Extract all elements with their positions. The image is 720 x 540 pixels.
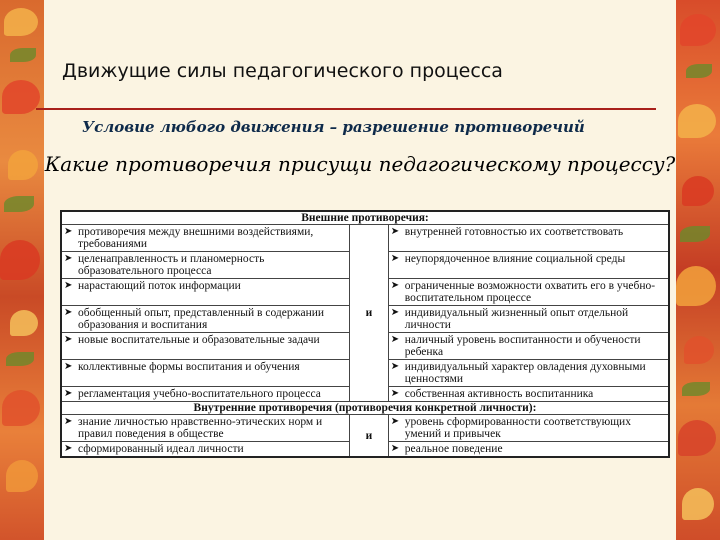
left-cell: ➤ нарастающий поток информации [61,279,350,306]
arrow-bullet-icon: ➤ [64,253,73,264]
arrow-bullet-icon: ➤ [64,334,73,345]
question-heading: Какие противоречия присущи педагогическому процессу? [44,152,676,176]
right-cell: ➤ внутренней готовностью их соответствовать [388,225,669,252]
right-cell: ➤ индивидуальный характер овладения духовными ценностями [388,360,669,387]
table-row [61,415,669,442]
arrow-bullet-icon: ➤ [390,388,400,399]
left-cell: ➤ новые воспитательные и образовательные задачи [61,333,350,360]
arrow-bullet-icon: ➤ [64,280,73,291]
internal-header: Внутренние противоречия (противоречия конкретной личности): [61,402,669,415]
conjunction-cell: и [350,225,389,402]
arrow-bullet-icon: ➤ [64,307,73,318]
page-title: Движущие силы педагогического процесса [62,60,503,82]
right-cell: ➤ индивидуальный жизненный опыт отдельной личности [388,306,669,333]
left-flower-border [0,0,44,540]
arrow-bullet-icon: ➤ [64,361,73,372]
arrow-bullet-icon: ➤ [390,443,400,454]
left-cell: ➤ целенаправленность и планомерность образовательного процесса [61,252,350,279]
arrow-bullet-icon: ➤ [390,307,400,318]
left-cell: ➤ противоречия между внешними воздействиями, требованиями [61,225,350,252]
right-flower-border [676,0,720,540]
arrow-bullet-icon: ➤ [390,416,400,427]
right-cell: ➤ собственная активность воспитанника [388,387,669,402]
arrow-bullet-icon: ➤ [64,226,73,237]
arrow-bullet-icon: ➤ [390,361,400,372]
external-header: Внешние противоречия: [61,211,669,225]
left-cell: ➤ сформированный идеал личности [61,442,350,458]
arrow-bullet-icon: ➤ [390,253,400,264]
table-row [61,225,669,252]
title-divider [36,108,656,110]
slide-content [44,0,676,540]
right-cell: ➤ неупорядоченное влияние социальной среды [388,252,669,279]
right-cell: ➤ ограниченные возможности охватить его в учебно-воспитательном процессе [388,279,669,306]
arrow-bullet-icon: ➤ [390,226,400,237]
subtitle: Условие любого движения – разрешение противоречий [82,118,585,136]
arrow-bullet-icon: ➤ [64,416,73,427]
right-cell: ➤ уровень сформированности соответствующих умений и привычек [388,415,669,442]
left-cell: ➤ обобщенный опыт, представленный в содержании образования и воспитания [61,306,350,333]
left-cell: ➤ знание личностью нравственно-этических норм и правил поведения в обществе [61,415,350,442]
left-cell: ➤ регламентация учебно-воспитательного процесса [61,387,350,402]
left-cell: ➤ коллективные формы воспитания и обучения [61,360,350,387]
contradictions-table [60,210,670,458]
arrow-bullet-icon: ➤ [390,280,400,291]
right-cell: ➤ реальное поведение [388,442,669,458]
right-cell: ➤ наличный уровень воспитанности и обучености ребенка [388,333,669,360]
arrow-bullet-icon: ➤ [64,443,73,454]
arrow-bullet-icon: ➤ [64,388,73,399]
arrow-bullet-icon: ➤ [390,334,400,345]
conjunction-cell: и [350,415,389,458]
